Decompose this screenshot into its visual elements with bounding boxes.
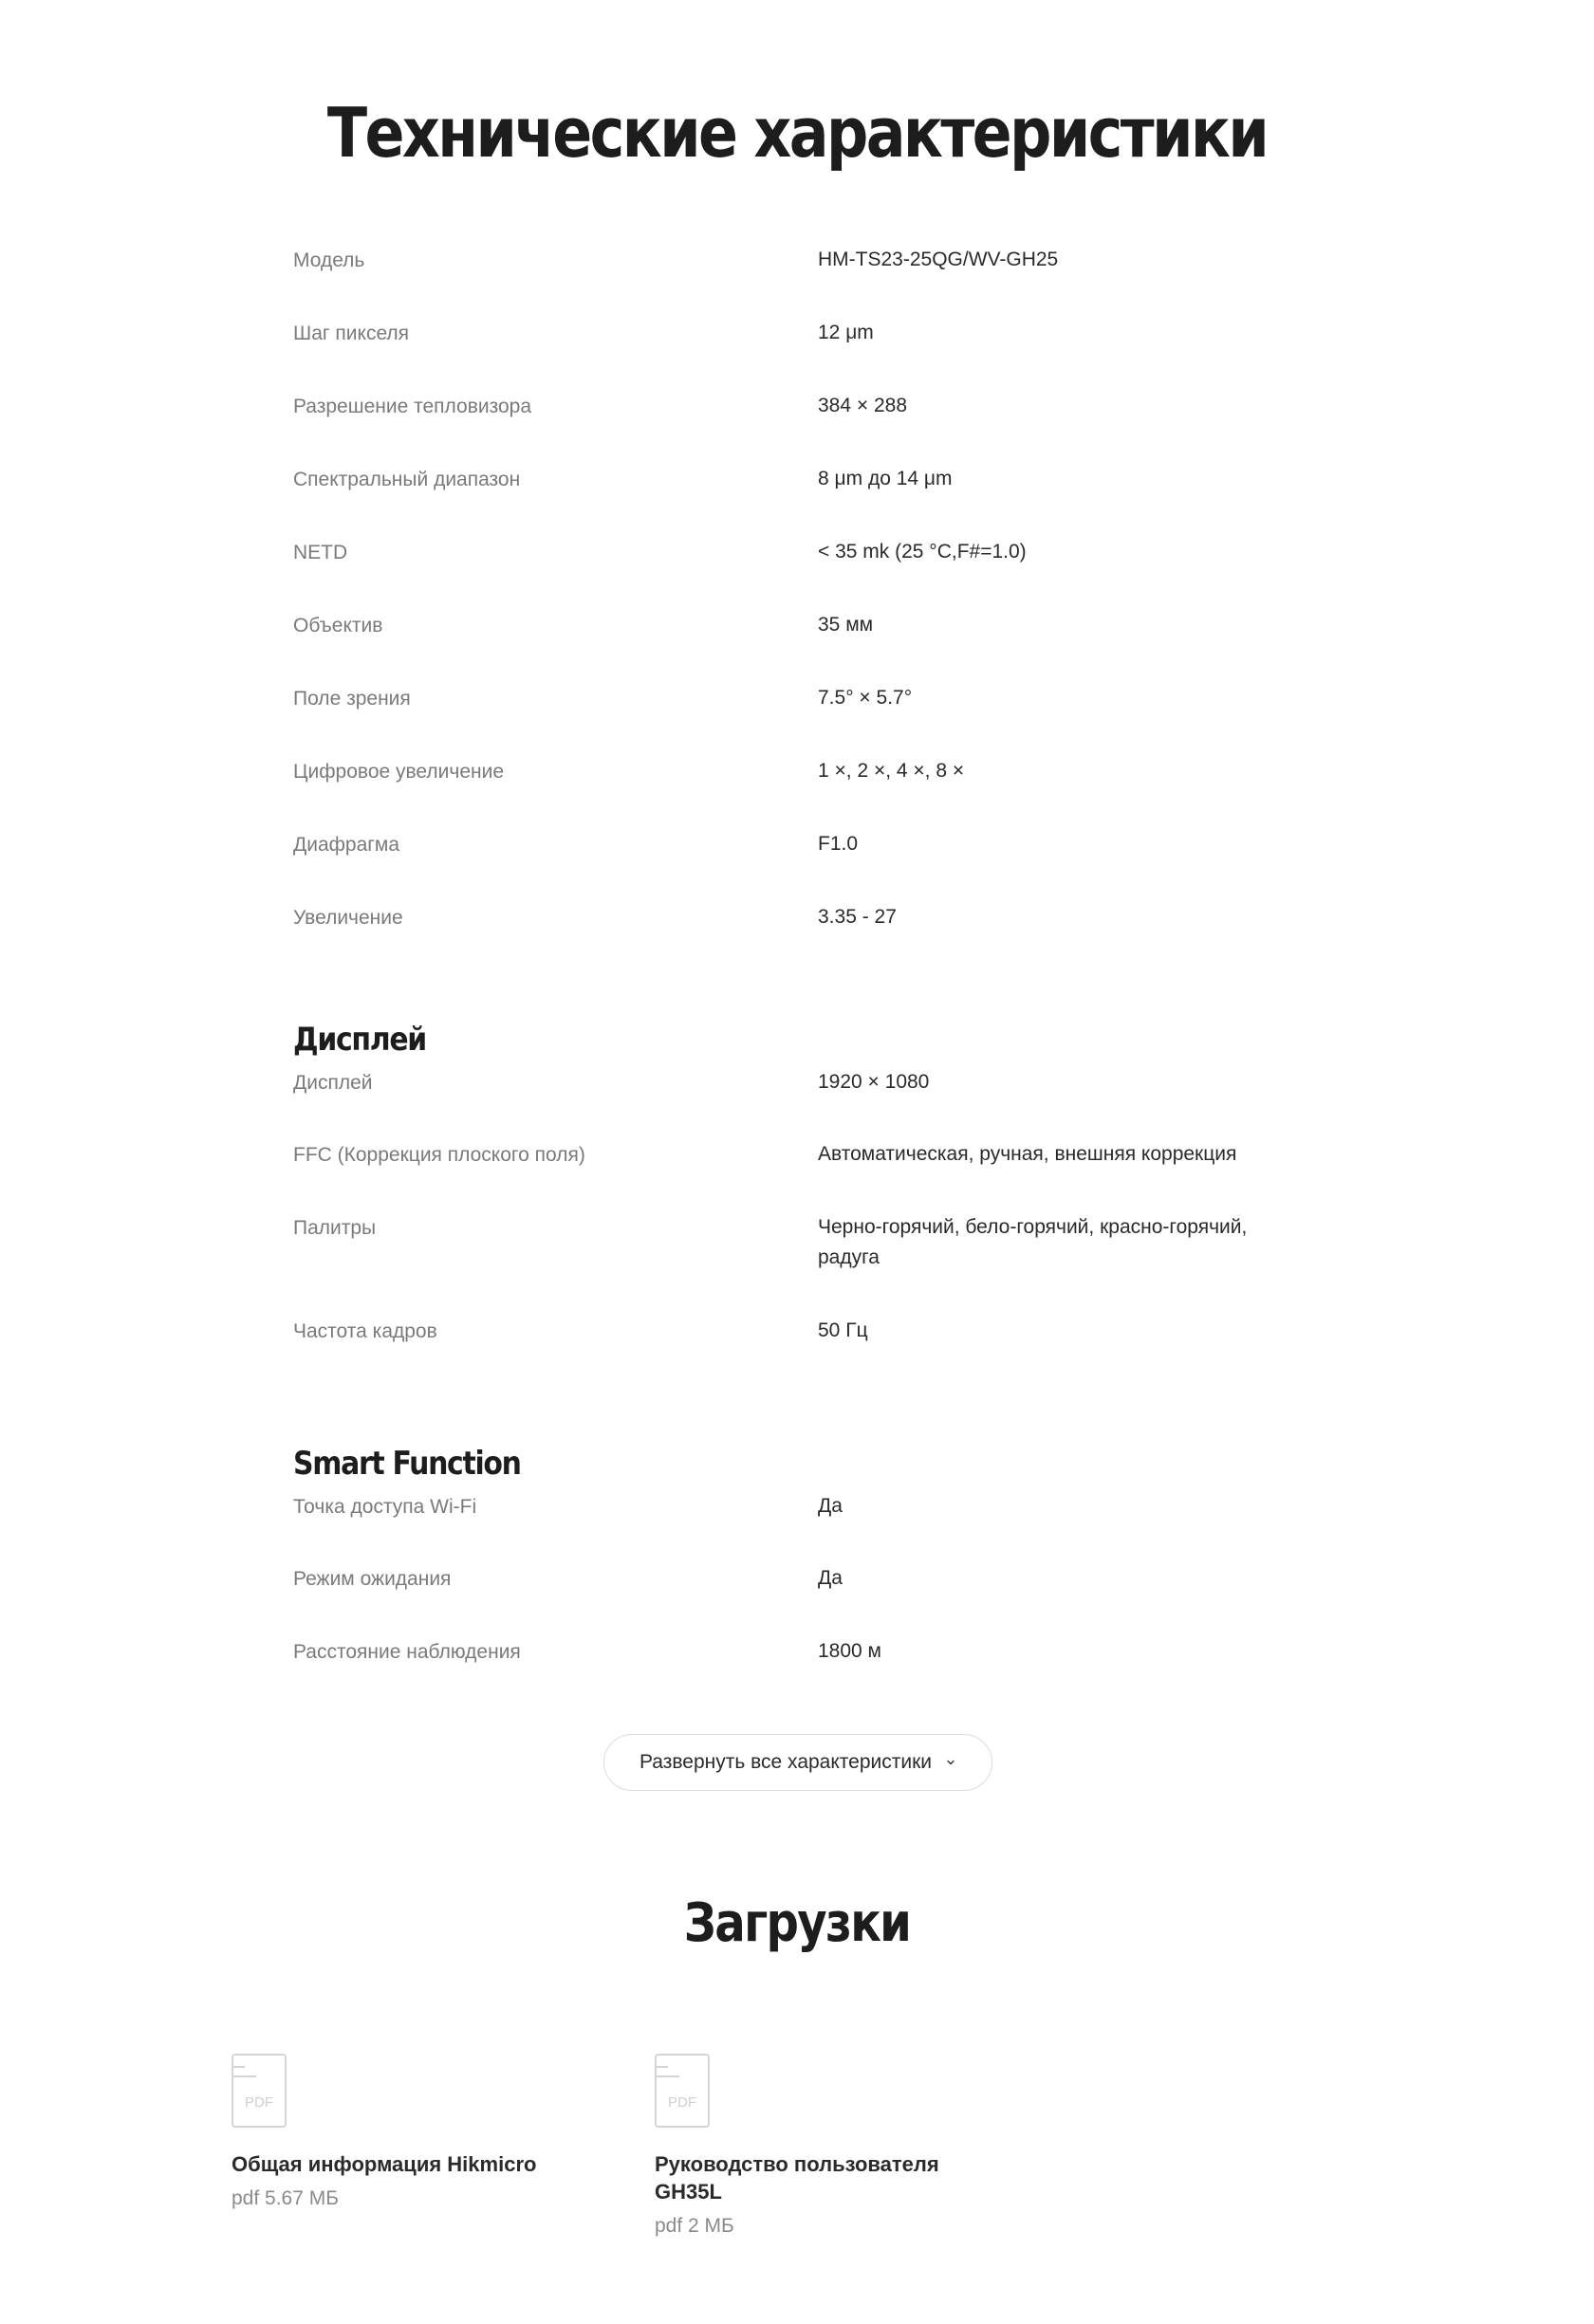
- spec-label: Поле зрения: [293, 688, 411, 710]
- download-name[interactable]: Руководство пользователя GH35L: [655, 2152, 939, 2204]
- section-gap: [293, 1388, 1318, 1428]
- spec-label: Цифровое увеличение: [293, 761, 505, 783]
- spec-row: [293, 1138, 1318, 1211]
- spec-row: [293, 593, 1318, 666]
- spec-row: [293, 739, 1318, 812]
- spec-value: < 35 mk (25 °C,F#=1.0): [818, 541, 1027, 563]
- section-title-display: Дисплей: [293, 1021, 426, 1059]
- spec-label: Шаг пикселя: [293, 323, 410, 344]
- pdf-icon-text: PDF: [245, 2094, 273, 2111]
- specs-table: [293, 228, 1318, 1708]
- spec-value: 384 × 288: [818, 395, 908, 416]
- section-gap: [293, 958, 1318, 1004]
- spec-value: 1 ×, 2 ×, 4 ×, 8 ×: [818, 760, 965, 782]
- spec-label: Расстояние наблюдения: [293, 1641, 521, 1663]
- chevron-down-icon: [945, 1757, 956, 1768]
- spec-label: Режим ожидания: [293, 1568, 452, 1590]
- spec-value: 7.5° × 5.7°: [818, 687, 913, 709]
- spec-label: Дисплей: [293, 1072, 373, 1094]
- spec-label: Частота кадров: [293, 1320, 437, 1342]
- spec-row: [293, 1211, 1318, 1315]
- section-title-smart-function: Smart Function: [293, 1445, 521, 1483]
- spec-row: [293, 301, 1318, 374]
- spec-label: Объектив: [293, 615, 383, 636]
- spec-value: Черно-горячий, бело-горячий, красно-горячий, радуга: [818, 1216, 1248, 1268]
- spec-value: Автоматическая, ручная, внешняя коррекция: [818, 1143, 1237, 1165]
- download-meta: pdf 2 МБ: [655, 2215, 734, 2237]
- downloads-title: Загрузки: [683, 1892, 911, 1954]
- spec-value: 35 мм: [818, 614, 874, 636]
- spec-label: Модель: [293, 249, 365, 271]
- pdf-icon-text: PDF: [668, 2094, 696, 2111]
- spec-row: [293, 812, 1318, 885]
- spec-row: [293, 228, 1318, 301]
- spec-value: Да: [818, 1495, 843, 1517]
- spec-value: 1800 м: [818, 1640, 881, 1662]
- spec-label: Палитры: [293, 1217, 377, 1239]
- spec-row: [293, 520, 1318, 593]
- spec-row: [293, 447, 1318, 520]
- spec-value: 50 Гц: [818, 1319, 868, 1341]
- spec-row: [293, 1066, 1318, 1138]
- spec-row: [293, 374, 1318, 447]
- expand-all-specs-button[interactable]: [603, 1734, 992, 1791]
- spec-value: 1920 × 1080: [818, 1071, 930, 1093]
- download-item[interactable]: [232, 2054, 554, 2210]
- expand-button-label: Развернуть все характеристики: [639, 1751, 933, 1773]
- spec-row: [293, 1315, 1318, 1388]
- spec-value: F1.0: [818, 833, 859, 855]
- spec-label: Увеличение: [293, 907, 403, 929]
- pdf-file-icon: [232, 2054, 287, 2128]
- spec-value: HM-TS23-25QG/WV-GH25: [818, 249, 1059, 270]
- spec-label: NETD: [293, 542, 348, 563]
- spec-row: [293, 1635, 1318, 1708]
- pdf-file-icon: [655, 2054, 710, 2128]
- download-meta: pdf 5.67 МБ: [232, 2187, 340, 2209]
- spec-value: 8 μm до 14 μm: [818, 468, 953, 489]
- spec-label: FFC (Коррекция плоского поля): [293, 1144, 585, 1166]
- download-item[interactable]: [655, 2054, 977, 2238]
- spec-value: 3.35 - 27: [818, 906, 897, 928]
- spec-label: Разрешение тепловизора: [293, 396, 532, 417]
- spec-label: Спектральный диапазон: [293, 469, 521, 490]
- page-title: Технические характеристики: [326, 93, 1268, 173]
- spec-row: [293, 666, 1318, 739]
- spec-value: Да: [818, 1567, 843, 1589]
- spec-label: Точка доступа Wi-Fi: [293, 1496, 477, 1518]
- spec-value: 12 μm: [818, 322, 874, 343]
- spec-row: [293, 885, 1318, 958]
- spec-row: [293, 1490, 1318, 1562]
- spec-row: [293, 1562, 1318, 1635]
- spec-label: Диафрагма: [293, 834, 400, 856]
- download-name[interactable]: Общая информация Hikmicro: [232, 2152, 537, 2176]
